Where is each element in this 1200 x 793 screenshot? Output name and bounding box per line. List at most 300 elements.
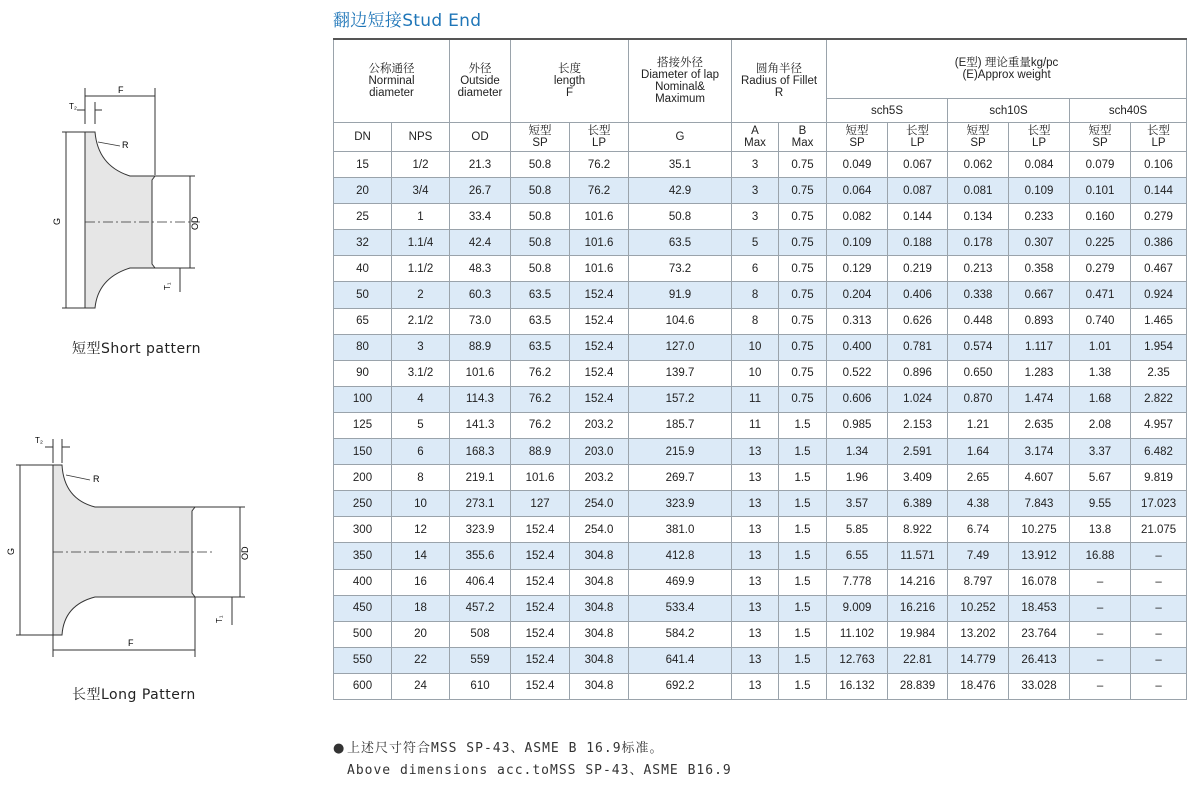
table-cell: 127.0 (629, 334, 732, 360)
table-row (334, 491, 1187, 517)
table-cell: 20 (334, 178, 392, 204)
table-cell: 152.4 (511, 621, 570, 647)
table-cell: 0.781 (888, 334, 948, 360)
table-cell: 13.202 (948, 621, 1009, 647)
table-cell: 101.6 (450, 360, 511, 386)
table-cell: 63.5 (511, 334, 570, 360)
table-cell: 1.5 (779, 673, 827, 699)
table-cell: 304.8 (570, 543, 629, 569)
table-cell: 8 (732, 282, 779, 308)
table-cell: 0.358 (1009, 256, 1070, 282)
table-cell: 4.607 (1009, 465, 1070, 491)
table-cell: 2.1/2 (392, 308, 450, 334)
table-cell: 1.21 (948, 412, 1009, 438)
table-cell: 6.389 (888, 491, 948, 517)
table-cell: 323.9 (450, 517, 511, 543)
table-row (334, 360, 1187, 386)
table-cell: 14.779 (948, 647, 1009, 673)
table-cell: 3 (732, 152, 779, 178)
table-cell: 400 (334, 569, 392, 595)
table-row (334, 204, 1187, 230)
table-cell: 32 (334, 230, 392, 256)
table-cell: 21.3 (450, 152, 511, 178)
table-cell: 21.075 (1131, 517, 1187, 543)
table-cell: 13 (732, 543, 779, 569)
table-cell: 219.1 (450, 465, 511, 491)
t1-label: T₁ (215, 615, 224, 623)
table-cell: 100 (334, 386, 392, 412)
table-row (334, 412, 1187, 438)
table-cell: 76.2 (511, 412, 570, 438)
table-cell: 42.4 (450, 230, 511, 256)
table-cell: 6.482 (1131, 439, 1187, 465)
table-cell: 101.6 (570, 256, 629, 282)
table-cell: – (1131, 595, 1187, 621)
table-cell: 0.307 (1009, 230, 1070, 256)
header-sch10s-lp: 长型 LP (1009, 123, 1070, 152)
table-cell: 5 (392, 412, 450, 438)
table-cell: – (1131, 647, 1187, 673)
table-cell: 9.009 (827, 595, 888, 621)
table-cell: 76.2 (511, 386, 570, 412)
table-cell: 692.2 (629, 673, 732, 699)
header-dn: DN (334, 123, 392, 152)
table-cell: – (1131, 621, 1187, 647)
table-cell: 2.635 (1009, 412, 1070, 438)
table-cell: 2 (392, 282, 450, 308)
table-row (334, 673, 1187, 699)
header-lap-diameter: 搭接外径 Diameter of lap Nominal& Maximum (629, 39, 732, 123)
table-cell: 11 (732, 412, 779, 438)
table-cell: 0.188 (888, 230, 948, 256)
table-cell: 7.843 (1009, 491, 1070, 517)
table-cell: 16 (392, 569, 450, 595)
table-cell: 139.7 (629, 360, 732, 386)
table-cell: 269.7 (629, 465, 732, 491)
table-cell: 0.985 (827, 412, 888, 438)
table-cell: 13 (732, 673, 779, 699)
table-cell: 1.01 (1070, 334, 1131, 360)
table-cell: 101.6 (511, 465, 570, 491)
table-cell: 1.34 (827, 439, 888, 465)
table-cell: 5.85 (827, 517, 888, 543)
table-cell: 157.2 (629, 386, 732, 412)
long-pattern-caption: 长型Long Pattern (72, 687, 196, 703)
table-cell: 0.233 (1009, 204, 1070, 230)
table-row (334, 647, 1187, 673)
table-cell: 76.2 (570, 152, 629, 178)
table-cell: 22.81 (888, 647, 948, 673)
table-cell: 0.101 (1070, 178, 1131, 204)
table-cell: 15 (334, 152, 392, 178)
table-cell: 13 (732, 595, 779, 621)
table-cell: 1.5 (779, 465, 827, 491)
table-cell: 0.75 (779, 308, 827, 334)
table-cell: 152.4 (511, 647, 570, 673)
table-cell: 355.6 (450, 543, 511, 569)
short-pattern-caption: 短型Short pattern (72, 341, 201, 357)
header-sch5s-sp: 短型 SP (827, 123, 888, 152)
header-fillet-radius: 圆角半径 Radius of Fillet R (732, 39, 827, 123)
table-cell: 200 (334, 465, 392, 491)
table-cell: 13 (732, 621, 779, 647)
table-cell: – (1131, 673, 1187, 699)
table-cell: 0.75 (779, 360, 827, 386)
table-cell: 450 (334, 595, 392, 621)
table-cell: 8.797 (948, 569, 1009, 595)
table-cell: 1.5 (779, 491, 827, 517)
table-cell: 10 (392, 491, 450, 517)
table-cell: 215.9 (629, 439, 732, 465)
table-cell: 1.474 (1009, 386, 1070, 412)
table-cell: 2.822 (1131, 386, 1187, 412)
table-cell: 16.078 (1009, 569, 1070, 595)
table-cell: 13.912 (1009, 543, 1070, 569)
table-row (334, 569, 1187, 595)
table-cell: 3.409 (888, 465, 948, 491)
bullet-icon: ● (333, 741, 346, 756)
table-cell: 152.4 (570, 308, 629, 334)
table-cell: 0.313 (827, 308, 888, 334)
table-cell: 304.8 (570, 621, 629, 647)
table-cell: 152.4 (570, 282, 629, 308)
table-cell: 533.4 (629, 595, 732, 621)
header-g: G (629, 123, 732, 152)
table-cell: 26.7 (450, 178, 511, 204)
table-cell: 40 (334, 256, 392, 282)
table-cell: 1/2 (392, 152, 450, 178)
table-row (334, 152, 1187, 178)
table-cell: 1 (392, 204, 450, 230)
table-cell: 550 (334, 647, 392, 673)
table-cell: 18 (392, 595, 450, 621)
table-cell: 16.216 (888, 595, 948, 621)
table-cell: 35.1 (629, 152, 732, 178)
table-cell: 141.3 (450, 412, 511, 438)
table-cell: 1.1/2 (392, 256, 450, 282)
table-cell: 0.471 (1070, 282, 1131, 308)
table-cell: 22 (392, 647, 450, 673)
table-cell: 2.153 (888, 412, 948, 438)
table-cell: 11.102 (827, 621, 888, 647)
header-lp: 长型 LP (570, 123, 629, 152)
table-cell: 0.129 (827, 256, 888, 282)
table-cell: 0.134 (948, 204, 1009, 230)
table-cell: 0.924 (1131, 282, 1187, 308)
table-cell: 0.650 (948, 360, 1009, 386)
table-cell: 4.957 (1131, 412, 1187, 438)
table-cell: 20 (392, 621, 450, 647)
table-cell: 48.3 (450, 256, 511, 282)
table-cell: 0.75 (779, 178, 827, 204)
table-row (334, 178, 1187, 204)
table-body (334, 152, 1187, 700)
table-cell: 350 (334, 543, 392, 569)
table-cell: 0.75 (779, 152, 827, 178)
table-cell: 152.4 (511, 517, 570, 543)
r-label: R (122, 140, 129, 150)
table-cell: 63.5 (511, 282, 570, 308)
short-pattern-diagram (40, 80, 210, 320)
table-cell: 101.6 (570, 230, 629, 256)
table-cell: 65 (334, 308, 392, 334)
table-cell: 10.275 (1009, 517, 1070, 543)
note-cn-text: 上述尺寸符合MSS SP-43、ASME B 16.9标准。 (347, 741, 664, 756)
table-cell: 28.839 (888, 673, 948, 699)
long-pattern-diagram (0, 425, 260, 665)
table-cell: 1.117 (1009, 334, 1070, 360)
table-cell: 0.75 (779, 204, 827, 230)
table-cell: 13 (732, 439, 779, 465)
header-od: OD (450, 123, 511, 152)
f-label: F (118, 85, 124, 95)
table-cell: 3.37 (1070, 439, 1131, 465)
table-cell: 0.406 (888, 282, 948, 308)
table-cell: 152.4 (570, 386, 629, 412)
table-cell: 0.870 (948, 386, 1009, 412)
table-cell: 26.413 (1009, 647, 1070, 673)
table-cell: 3.1/2 (392, 360, 450, 386)
table-cell: 0.522 (827, 360, 888, 386)
table-cell: 0.75 (779, 230, 827, 256)
table-cell: 114.3 (450, 386, 511, 412)
table-cell: 6.55 (827, 543, 888, 569)
table-cell: 0.75 (779, 282, 827, 308)
table-cell: 0.062 (948, 152, 1009, 178)
table-cell: 11.571 (888, 543, 948, 569)
table-cell: 88.9 (511, 439, 570, 465)
table-cell: 1.5 (779, 517, 827, 543)
table-cell: – (1070, 595, 1131, 621)
table-cell: 500 (334, 621, 392, 647)
table-cell: 0.448 (948, 308, 1009, 334)
table-cell: – (1070, 647, 1131, 673)
table-cell: 0.225 (1070, 230, 1131, 256)
table-cell: 150 (334, 439, 392, 465)
table-row (334, 308, 1187, 334)
table-cell: 7.778 (827, 569, 888, 595)
table-cell: 50.8 (511, 204, 570, 230)
table-cell: 2.591 (888, 439, 948, 465)
table-cell: 0.386 (1131, 230, 1187, 256)
table-cell: 1.5 (779, 412, 827, 438)
header-sp: 短型 SP (511, 123, 570, 152)
table-cell: 1.64 (948, 439, 1009, 465)
header-approx-weight: (E型) 理论重量kg/pc (E)Approx weight (827, 39, 1187, 99)
table-cell: 304.8 (570, 673, 629, 699)
table-row (334, 386, 1187, 412)
table-cell: 3/4 (392, 178, 450, 204)
table-cell: 0.087 (888, 178, 948, 204)
table-cell: 13 (732, 465, 779, 491)
table-cell: 19.984 (888, 621, 948, 647)
table-cell: 203.2 (570, 412, 629, 438)
header-sch10s-sp: 短型 SP (948, 123, 1009, 152)
table-cell: 50 (334, 282, 392, 308)
note-en (333, 760, 732, 782)
note-en-text: Above dimensions acc.toMSS SP-43、ASME B16.9 (347, 763, 732, 778)
table-cell: – (1070, 569, 1131, 595)
table-cell: 0.067 (888, 152, 948, 178)
table-cell: 406.4 (450, 569, 511, 595)
header-sch40s: sch40S (1070, 99, 1187, 123)
table-row (334, 439, 1187, 465)
table-cell: 60.3 (450, 282, 511, 308)
table-cell: 42.9 (629, 178, 732, 204)
table-cell: 0.75 (779, 386, 827, 412)
table-cell: 0.740 (1070, 308, 1131, 334)
table-cell: 0.082 (827, 204, 888, 230)
table-cell: 33.4 (450, 204, 511, 230)
table-cell: 641.4 (629, 647, 732, 673)
header-nominal-diameter: 公称通径 Norminal diameter (334, 39, 450, 123)
page-title: 翻边短接Stud End (333, 11, 482, 31)
table-cell: 10.252 (948, 595, 1009, 621)
table-cell: 76.2 (511, 360, 570, 386)
table-cell: 11 (732, 386, 779, 412)
table-cell: 152.4 (570, 360, 629, 386)
f-label: F (128, 638, 134, 648)
table-cell: 14 (392, 543, 450, 569)
table-cell: 127 (511, 491, 570, 517)
table-cell: 2.65 (948, 465, 1009, 491)
table-cell: 12.763 (827, 647, 888, 673)
od-label: OD (240, 546, 250, 560)
table-row (334, 230, 1187, 256)
table-cell: 1.024 (888, 386, 948, 412)
table-cell: 1.5 (779, 647, 827, 673)
table-cell: 0.160 (1070, 204, 1131, 230)
table-cell: 152.4 (511, 569, 570, 595)
table-cell: 2.08 (1070, 412, 1131, 438)
g-label: G (6, 547, 16, 555)
table-cell: 73.2 (629, 256, 732, 282)
table-cell: 80 (334, 334, 392, 360)
r-label: R (93, 474, 100, 484)
table-cell: 203.0 (570, 439, 629, 465)
table-cell: 90 (334, 360, 392, 386)
header-sch40s-lp: 长型 LP (1131, 123, 1187, 152)
table-cell: 0.279 (1070, 256, 1131, 282)
table-cell: 63.5 (511, 308, 570, 334)
standards-note (333, 738, 732, 782)
table-cell: 0.213 (948, 256, 1009, 282)
table-cell: 9.819 (1131, 465, 1187, 491)
table-cell: 8.922 (888, 517, 948, 543)
table-cell: 18.453 (1009, 595, 1070, 621)
table-cell: 33.028 (1009, 673, 1070, 699)
table-cell: 0.109 (827, 230, 888, 256)
table-cell: 1.954 (1131, 334, 1187, 360)
table-cell: 13 (732, 647, 779, 673)
table-cell: 304.8 (570, 595, 629, 621)
table-cell: 16.88 (1070, 543, 1131, 569)
table-cell: 0.279 (1131, 204, 1187, 230)
t1-label: T₁ (163, 282, 172, 290)
header-sch5s: sch5S (827, 99, 948, 123)
table-cell: 91.9 (629, 282, 732, 308)
table-cell: 73.0 (450, 308, 511, 334)
table-cell: 0.574 (948, 334, 1009, 360)
table-cell: 381.0 (629, 517, 732, 543)
table-cell: – (1070, 673, 1131, 699)
table-cell: 13 (732, 569, 779, 595)
header-sch5s-lp: 长型 LP (888, 123, 948, 152)
table-cell: 254.0 (570, 491, 629, 517)
table-cell: 250 (334, 491, 392, 517)
table-cell: 0.338 (948, 282, 1009, 308)
table-cell: 0.106 (1131, 152, 1187, 178)
table-cell: 76.2 (570, 178, 629, 204)
table-cell: 0.064 (827, 178, 888, 204)
table-row (334, 282, 1187, 308)
table-cell: 25 (334, 204, 392, 230)
table-cell: 0.144 (888, 204, 948, 230)
table-cell: 23.764 (1009, 621, 1070, 647)
table-cell: 600 (334, 673, 392, 699)
table-cell: 18.476 (948, 673, 1009, 699)
table-row (334, 517, 1187, 543)
table-cell: – (1131, 543, 1187, 569)
table-cell: 6 (732, 256, 779, 282)
table-cell: 125 (334, 412, 392, 438)
table-cell: 5 (732, 230, 779, 256)
dimension-table (333, 38, 1187, 700)
table-cell: 0.626 (888, 308, 948, 334)
table-cell: 0.204 (827, 282, 888, 308)
table-cell: 412.8 (629, 543, 732, 569)
table-row (334, 595, 1187, 621)
note-cn (333, 738, 732, 760)
table-cell: 0.084 (1009, 152, 1070, 178)
table-cell: 0.079 (1070, 152, 1131, 178)
t2-label: T₂ (69, 102, 77, 111)
table-row (334, 543, 1187, 569)
header-sch10s: sch10S (948, 99, 1070, 123)
table-row (334, 621, 1187, 647)
table-cell: 3 (732, 204, 779, 230)
table-cell: 10 (732, 360, 779, 386)
table-cell: 10 (732, 334, 779, 360)
table-cell: 1.96 (827, 465, 888, 491)
table-cell: 4.38 (948, 491, 1009, 517)
table-cell: 1.5 (779, 595, 827, 621)
table-cell: 12 (392, 517, 450, 543)
table-cell: 0.75 (779, 256, 827, 282)
table-cell: 508 (450, 621, 511, 647)
table-cell: 559 (450, 647, 511, 673)
table-cell: 584.2 (629, 621, 732, 647)
header-nps: NPS (392, 123, 450, 152)
table-cell: 104.6 (629, 308, 732, 334)
table-cell: 0.667 (1009, 282, 1070, 308)
table-cell: 0.144 (1131, 178, 1187, 204)
table-cell: 0.606 (827, 386, 888, 412)
table-cell: 323.9 (629, 491, 732, 517)
table-cell: 101.6 (570, 204, 629, 230)
table-cell: 152.4 (570, 334, 629, 360)
table-cell: – (1070, 621, 1131, 647)
table-cell: 50.8 (511, 230, 570, 256)
table-cell: 168.3 (450, 439, 511, 465)
g-label: G (52, 217, 62, 225)
table-cell: 50.8 (629, 204, 732, 230)
table-cell: 0.400 (827, 334, 888, 360)
table-cell: 8 (732, 308, 779, 334)
header-length: 长度 length F (511, 39, 629, 123)
table-cell: 203.2 (570, 465, 629, 491)
table-cell: 63.5 (629, 230, 732, 256)
